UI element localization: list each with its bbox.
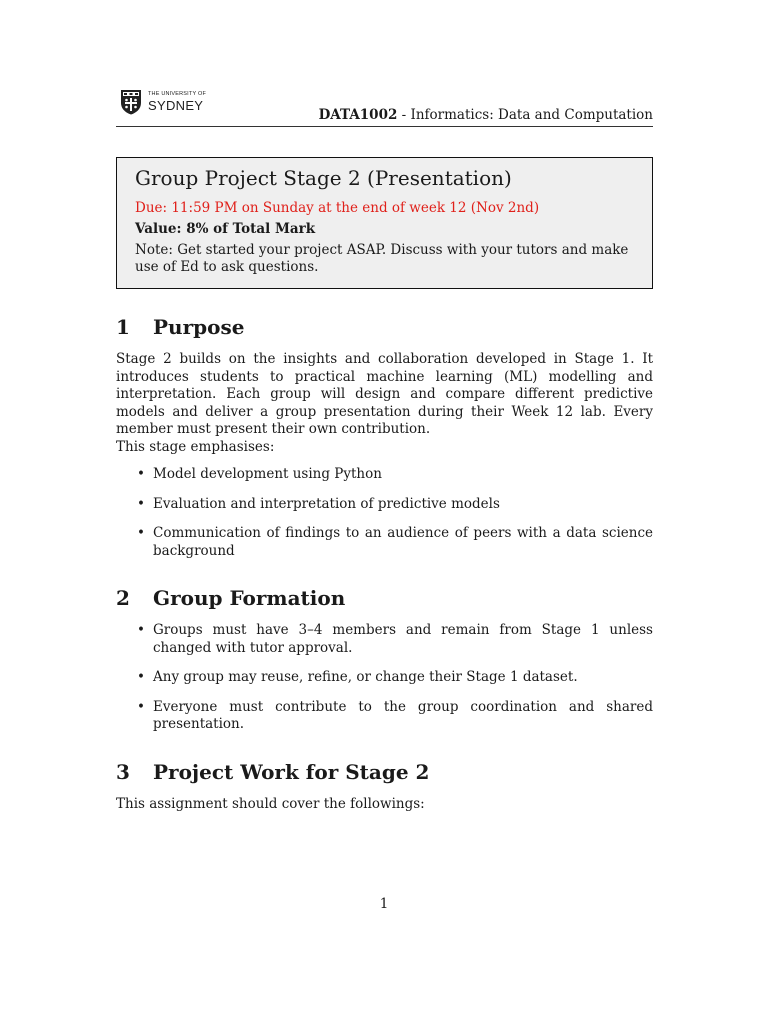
logo-small-text: THE UNIVERSITY OF [148, 91, 206, 98]
list-item: • Evaluation and interpretation of predictive models [137, 495, 500, 512]
paragraph: This stage emphasises: [116, 438, 275, 455]
bullet-icon: • [137, 622, 145, 638]
bullet-icon: • [137, 698, 145, 715]
bullet-list [116, 622, 653, 734]
list-item: • Communication of findings to an audience of peers with a data science background [137, 525, 653, 559]
list-item: • Any group may reuse, refine, or change their Stage 1 dataset. [137, 669, 578, 685]
paragraph: Stage 2 builds on the insights and collaboration developed in Stage 1. It introduces students to practical machine learning (ML) modelling and interpretation. Each group will design and compare different predictive models and deliver a group presentation during their Week 12 lab. Every member must present their own contribution. [116, 351, 653, 437]
course-code: DATA1002 [318, 107, 398, 123]
course-title: - Informatics: Data and Computation [397, 107, 653, 123]
list-item: • Everyone must contribute to the group coordination and shared presentation. [137, 698, 653, 732]
section-heading: 1 Purpose [116, 315, 245, 339]
section-heading: 3 Project Work for Stage 2 [116, 759, 430, 784]
paragraph: This assignment should cover the followings: [116, 795, 425, 812]
bullet-icon: • [137, 669, 145, 685]
assignment-info-box [116, 157, 653, 289]
bullet-list [116, 466, 653, 560]
assignment-value: Value: 8% of Total Mark [135, 221, 316, 237]
university-crest-icon [120, 89, 142, 115]
list-item: • Groups must have 3–4 members and remain from Stage 1 unless changed with tutor approval. [137, 622, 653, 656]
university-logo [120, 86, 206, 118]
list-item: • Model development using Python [137, 466, 382, 482]
assignment-note: Note: Get started your project ASAP. Discuss with your tutors and make use of Ed to ask questions. [135, 242, 629, 275]
assignment-title: Group Project Stage 2 (Presentation) [135, 166, 512, 190]
document-page [116, 86, 653, 813]
bullet-icon: • [137, 495, 145, 512]
page-number: 1 [379, 896, 389, 912]
bullet-icon: • [137, 466, 145, 482]
due-date: Due: 11:59 PM on Sunday at the end of week 12 (Nov 2nd) [135, 200, 540, 216]
page-header [116, 86, 653, 127]
section-heading: 2 Group Formation [116, 586, 346, 610]
bullet-icon: • [137, 525, 145, 541]
course-label [319, 107, 653, 123]
logo-big-text: SYDNEY [148, 97, 204, 113]
